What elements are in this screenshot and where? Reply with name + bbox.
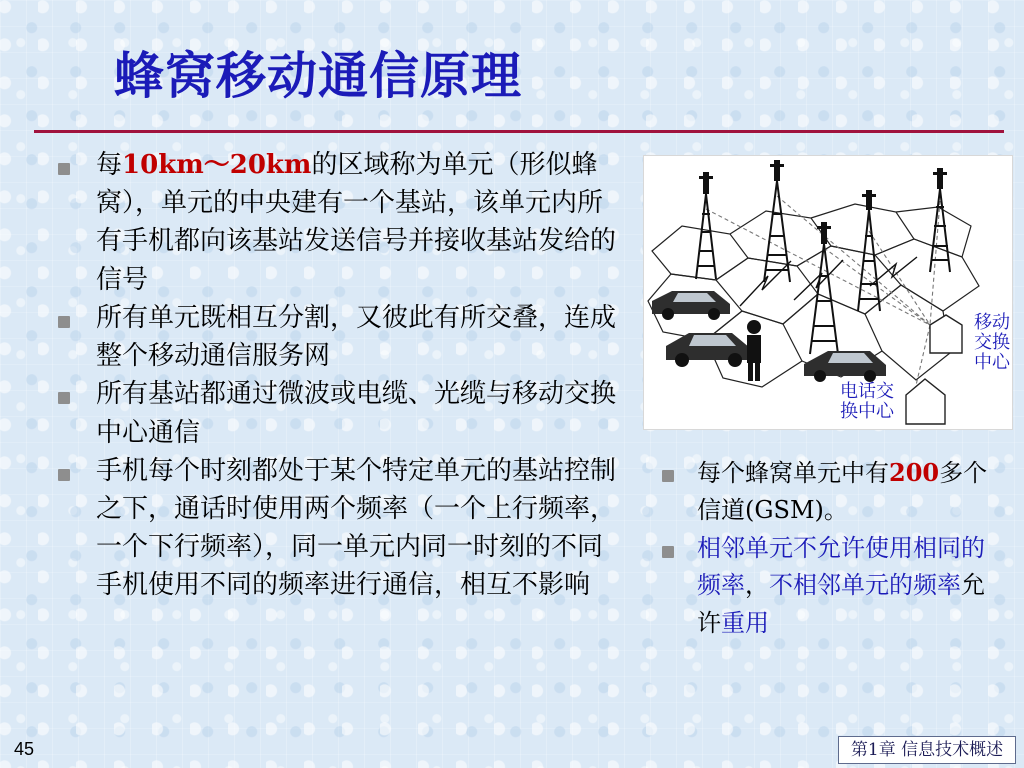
left-bullet-item-3	[58, 375, 628, 451]
cellular-network-diagram	[643, 155, 1013, 430]
left-bullet-item-1	[58, 146, 628, 299]
square-bullet-icon	[58, 163, 70, 175]
right-bullet-list	[662, 454, 1002, 642]
comma-separator: ，	[745, 571, 769, 600]
bullet-4-text: 手机每个时刻都处于某个特定单元的基站控制之下，通话时使用两个频率（一个上行频率，一个下行频率），同一单元内同一时刻的不同手机使用不同的频率进行通信，相互不影响	[96, 455, 617, 601]
bullet-1-description: 的区域称为单元（形似蜂窝），单元的中央建有一个基站，该单元内所有手机都向该基站发送信号并接收基站发给的信号	[96, 150, 617, 295]
channel-count: 200	[889, 458, 940, 487]
bullet-3-text: 所有基站都通过微波或电缆、光缆与移动交换中心通信	[96, 379, 617, 448]
left-bullet-item-2	[58, 299, 628, 375]
chapter-footer: 第1章 信息技术概述	[838, 736, 1016, 764]
page-number: 45	[14, 739, 35, 759]
mobile-switching-center-label: 移动 交换 中心	[974, 312, 1010, 372]
square-bullet-icon	[58, 392, 70, 404]
square-bullet-icon	[662, 546, 674, 558]
left-bullet-list	[58, 146, 628, 605]
bullet-2-text: 所有单元既相互分割，又彼此有所交叠，连成整个移动通信服务网	[96, 302, 617, 372]
right-bullet-item-1	[662, 454, 1002, 530]
bullet-1-prefix: 每	[96, 150, 123, 180]
title-divider	[34, 130, 1004, 133]
left-bullet-item-4	[58, 452, 628, 605]
square-bullet-icon	[662, 470, 674, 482]
non-adjacent-cell-frequency-text: 不相邻单元的频率	[769, 571, 961, 600]
square-bullet-icon	[58, 316, 70, 328]
square-bullet-icon	[58, 469, 70, 481]
slide-title: 蜂窝移动通信原理	[114, 46, 522, 105]
allow-text: 允许	[697, 571, 985, 637]
right-bullet-1-prefix: 每个蜂窝单元中有	[697, 459, 889, 487]
right-bullet-1-suffix: 多个信道(GSM)。	[697, 459, 988, 525]
right-bullet-item-2	[662, 530, 1002, 642]
cell-size-range: 10km～20km	[122, 150, 312, 180]
adjacent-cell-frequency-rule: 相邻单元不允许使用相同的频率	[697, 533, 985, 600]
telephone-switching-center-label: 电话交 换中心	[840, 381, 894, 421]
cellular-network-illustration	[644, 156, 1013, 430]
reuse-text: 重用	[721, 608, 769, 637]
